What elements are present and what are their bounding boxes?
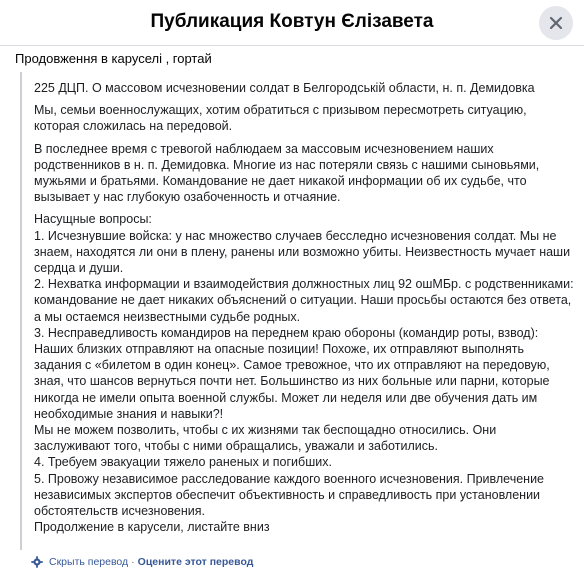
post-intro-text: Продовження в каруселі , гортай — [15, 51, 212, 66]
gear-icon[interactable] — [31, 556, 43, 568]
post-line: 4. Требуем эвакуации тяжело раненых и погибших. — [34, 455, 332, 470]
post-line: Мы не можем позволить, чтобы с их жизнями так беспощадно относились. Они заслуживают того, чтобы с ними обращались, уважали и заботились. — [34, 423, 497, 454]
post-paragraph: 225 ДЦП. О массовом исчезновении солдат в Белгородській области, н. п. Демидовка — [34, 81, 535, 95]
hide-translation-link[interactable]: Скрыть перевод — [49, 556, 129, 568]
close-button[interactable] — [539, 6, 573, 40]
translation-footer — [31, 556, 253, 568]
dialog-title: Публикация Ковтун Єлізавета — [150, 11, 434, 32]
footer-separator: · — [131, 556, 135, 568]
post-paragraph: В последнее время с тревогой наблюдаем за массовым исчезновением наших родственников в н. п. Демидовка. Многие из нас потеряли связь с нашими сыновьями, мужьями и братьями. Командование не дает никакой информации об их судьбе, что вызывает у нас глубокую озабоченность и отчаяние. — [34, 141, 540, 205]
post-content — [0, 46, 584, 585]
post-text — [34, 80, 574, 535]
post-line: 1. Исчезнувшие войска: у нас множество случаев бесследно исчезновения солдат. Мы не знаем, находятся ли они в плену, ранены или возможно убиты. Неизвестность мучает наши сердца и души. — [34, 228, 571, 276]
post-line: Насущные вопросы: — [34, 212, 152, 227]
rate-translation-link[interactable]: Оцените этот перевод — [137, 556, 254, 568]
post-line: Продолжение в карусели, листайте вниз — [34, 520, 270, 535]
post-line: 3. Несправедливость командиров на переднем краю обороны (командир роты, взвод): Наших близких отправляют на опасные позиции! Похоже, их отправляют выполнять задания с «билетом в один конец». Самое тревожное, что их отправляют на передовую, зная, что шансов вернуться почти нет. Большинство из них больные или парни, которые никогда не имели опыта военной службы. Может ли неделя или две обучения дать им необходимые знания и навыки?! — [34, 325, 550, 421]
translated-post-block — [20, 72, 575, 550]
close-icon — [549, 16, 563, 30]
dialog-header — [0, 0, 584, 46]
post-line: 2. Нехватка информации и взаимодействия должностных лиц 92 ошМБр. с родственниками: командование не дает никаких объяснений о ситуации. Наши просьбы остаются без ответа, а мы остаемся неизвестными судьбе родных. — [34, 277, 574, 324]
post-line: 5. Провожу независимое расследование каждого военного исчезновения. Привлечение независимых экспертов обеспечит объективность и справедливость при установлении обстоятельств исчезновения. — [34, 471, 545, 519]
post-paragraph: Мы, семьи военнослужащих, хотим обратиться с призывом пересмотреть ситуацию, которая сложилась на передовой. — [34, 103, 527, 134]
